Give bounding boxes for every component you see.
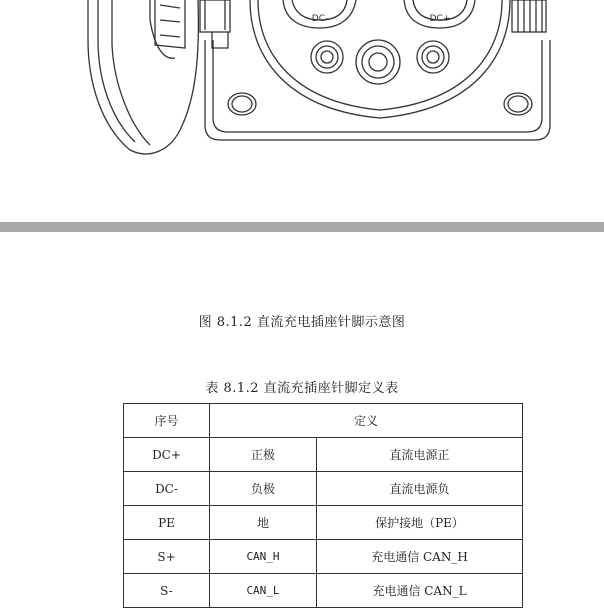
definition-cell: 直流电源正 <box>317 438 523 472</box>
dc-minus-pin-label: DC- <box>311 14 329 24</box>
header-definition: 定义 <box>210 404 523 438</box>
polarity-cell: 正极 <box>210 438 317 472</box>
table-header-row <box>124 404 523 438</box>
polarity-cell: 负极 <box>210 472 317 506</box>
pin-cell: S- <box>124 574 210 608</box>
table-row <box>124 438 523 472</box>
polarity-cell: 地 <box>210 506 317 540</box>
table-row <box>124 540 523 574</box>
connector-drawing <box>0 0 604 222</box>
pin-cell: DC- <box>124 472 210 506</box>
polarity-cell: CAN_H <box>210 540 317 574</box>
pin-cell: DC+ <box>124 438 210 472</box>
pin-definition-table <box>123 403 523 608</box>
table-row <box>124 472 523 506</box>
definition-cell: 保护接地（PE） <box>317 506 523 540</box>
pin-cell: S+ <box>124 540 210 574</box>
document-page <box>0 232 604 603</box>
charging-socket-illustration <box>0 0 604 222</box>
dc-plus-pin-label: DC+ <box>429 14 451 24</box>
table-row <box>124 506 523 540</box>
polarity-cell: CAN_L <box>210 574 317 608</box>
figure-caption: 图 8.1.2 直流充电插座针脚示意图 <box>198 315 406 330</box>
definition-cell: 直流电源负 <box>317 472 523 506</box>
page-divider <box>0 222 604 232</box>
table-caption: 表 8.1.2 直流充插座针脚定义表 <box>205 381 399 396</box>
pin-cell: PE <box>124 506 210 540</box>
table-row <box>124 574 523 608</box>
header-number: 序号 <box>124 404 210 438</box>
definition-cell: 充电通信 CAN_H <box>317 540 523 574</box>
definition-cell: 充电通信 CAN_L <box>317 574 523 608</box>
